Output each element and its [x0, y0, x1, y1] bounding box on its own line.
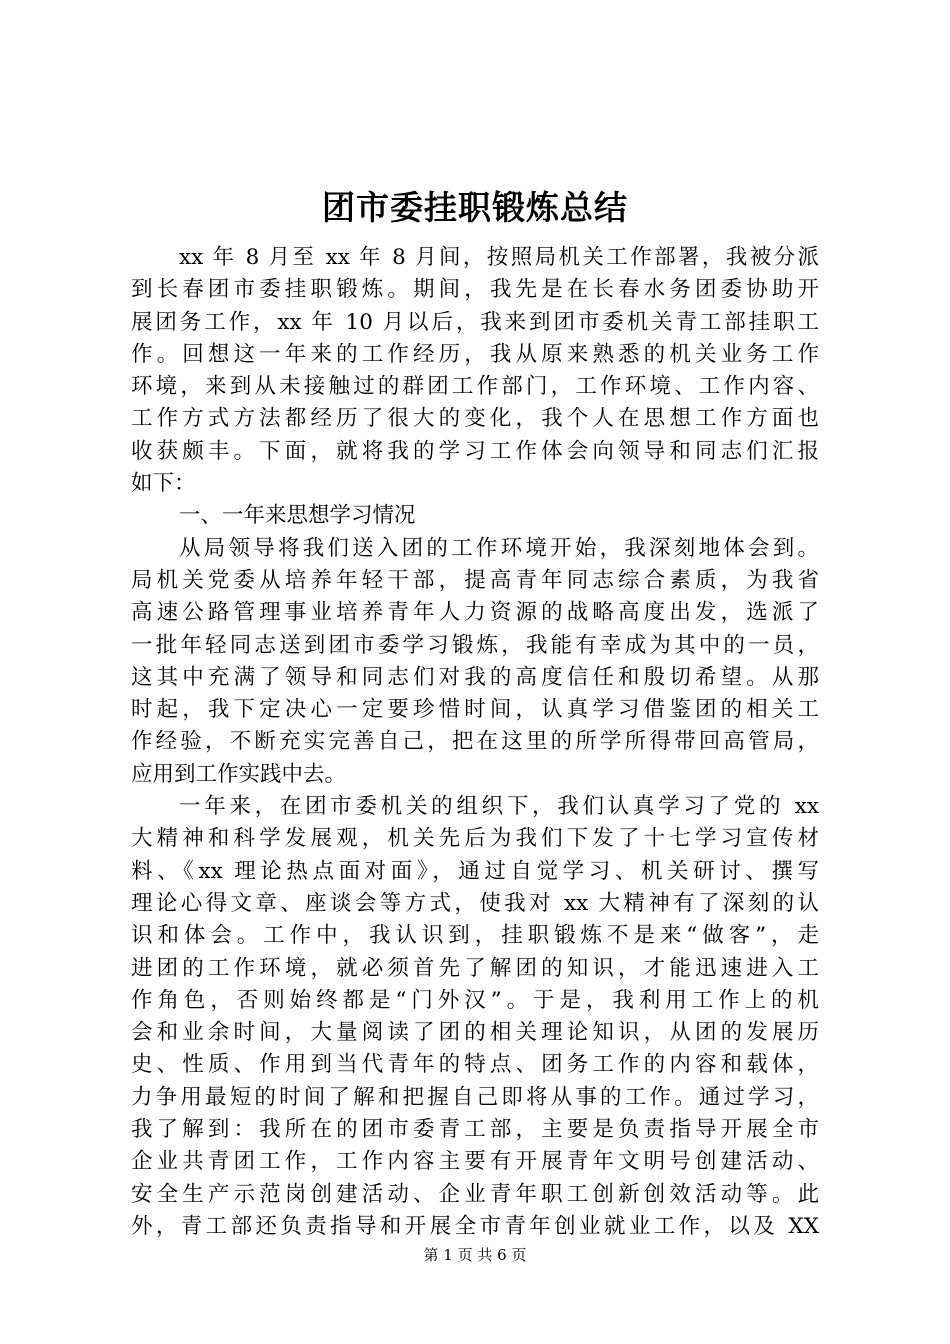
body-line: 作角色，否则始终都是“门外汉”。于是，我利用工作上的机	[131, 987, 819, 1013]
body-line: 会和业余时间，大量阅读了团的相关理论知识，从团的发展历	[131, 1020, 819, 1046]
body-line: 一年来，在团市委机关的组织下，我们认真学习了党的 xx	[179, 794, 819, 820]
body-line: 大精神和科学发展观，机关先后为我们下发了十七学习宣传材	[131, 826, 819, 852]
body-line: 理论心得文章、座谈会等方式，使我对 xx 大精神有了深刻的认	[131, 890, 819, 916]
body-line: 我了解到：我所在的团市委青工部，主要是负责指导开展全市	[131, 1117, 819, 1143]
body-line: 高速公路管理事业培养青年人力资源的战略高度出发，选派了	[131, 600, 819, 626]
body-line: 到长春团市委挂职锻炼。期间，我先是在长春水务团委协助开	[131, 277, 819, 303]
body-line: 作。回想这一年来的工作经历，我从原来熟悉的机关业务工作	[131, 341, 819, 367]
body-line: 这其中充满了领导和同志们对我的高度信任和殷切希望。从那	[131, 664, 819, 690]
body-line: 识和体会。工作中，我认识到，挂职锻炼不是来“做客”，走	[131, 923, 819, 949]
body-line: 企业共青团工作，工作内容主要有开展青年文明号创建活动、	[131, 1149, 819, 1175]
body-line: 应用到工作实践中去。	[131, 761, 347, 787]
body-line: 收获颇丰。下面，就将我的学习工作体会向领导和同志们汇报	[131, 438, 819, 464]
body-line: 从局领导将我们送入团的工作环境开始，我深刻地体会到。	[179, 535, 819, 561]
body-line: 史、性质、作用到当代青年的特点、团务工作的内容和载体，	[131, 1052, 819, 1078]
body-line: 一、一年来思想学习情况	[179, 503, 416, 529]
body-line: 环境，来到从未接触过的群团工作部门，工作环境、工作内容、	[131, 374, 819, 400]
body-line: 一批年轻同志送到团市委学习锻炼，我能有幸成为其中的一员，	[131, 632, 819, 658]
body-line: 作经验，不断充实完善自己，把在这里的所学所得带回高管局，	[131, 729, 819, 755]
body-line: 料、《xx 理论热点面对面》，通过自觉学习、机关研讨、撰写	[131, 858, 819, 884]
page-footer: 第 1 页 共 6 页	[423, 1246, 527, 1264]
document-title: 团市委挂职锻炼总结	[322, 188, 628, 227]
body-line: 展团务工作，xx 年 10 月以后，我来到团市委机关青工部挂职工	[131, 309, 819, 335]
body-line: 如下：	[131, 471, 196, 497]
body-line: 外，青工部还负责指导和开展全市青年创业就业工作，以及 XX	[131, 1213, 819, 1239]
body-line: 时起，我下定决心一定要珍惜时间，认真学习借鉴团的相关工	[131, 697, 819, 723]
body-line: 安全生产示范岗创建活动、企业青年职工创新创效活动等。此	[131, 1181, 819, 1207]
document-body	[131, 242, 819, 1243]
body-line: xx 年 8 月至 xx 年 8 月间，按照局机关工作部署，我被分派	[179, 245, 819, 270]
body-line: 进团的工作环境，就必须首先了解团的知识，才能迅速进入工	[131, 955, 819, 981]
body-line: 力争用最短的时间了解和把握自己即将从事的工作。通过学习，	[131, 1084, 819, 1110]
body-line: 工作方式方法都经历了很大的变化，我个人在思想工作方面也	[131, 406, 819, 432]
body-line: 局机关党委从培养年轻干部，提高青年同志综合素质，为我省	[131, 567, 819, 593]
